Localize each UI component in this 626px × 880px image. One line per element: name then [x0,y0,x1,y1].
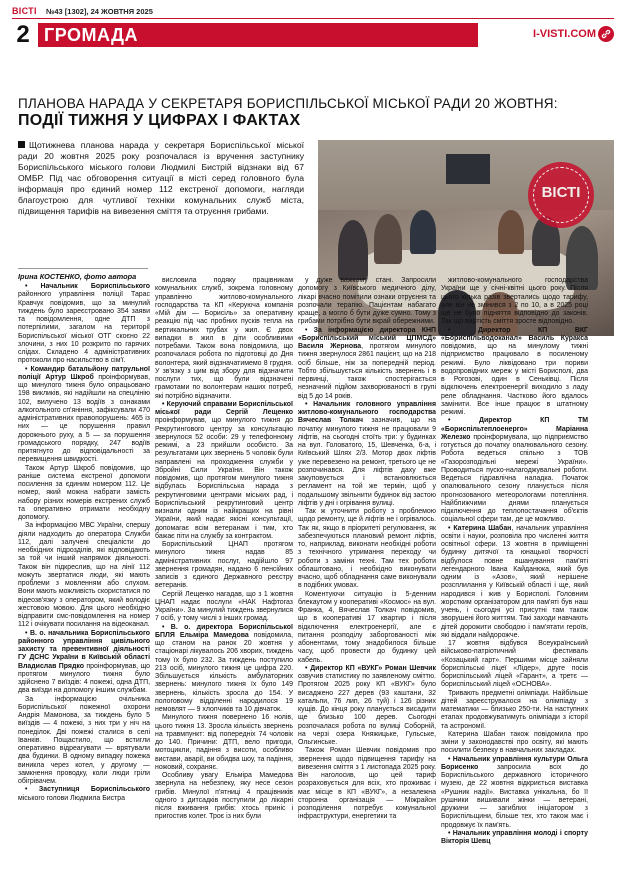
paragraph: • Директор КП «ВУКГ» Роман Шевчик озвучив статистику по заявленому сміттю. Протягом 2025 року КП «ВУКГ» було висаджено 227 дерев (93 каштани, 32 катальпи, 76 лип, 26 туй) і 126 різних кущів. До кінця року планується висадити ще близько 100 дерев. Сьогодні розпочалася робота по вулиці Соборній, на черзі озера Княжицьке, Гульське, Ольгинське. [298,664,436,746]
byline: Ірина КОСТЕНКО, фото автора [18,272,137,281]
paragraph: висловила подяку працівникам комунальних служб, зокрема головному управлінню житлово-комунального господарства та КП «Керуюча компанія «Мій дім — Борисіль» за оперативну реакцію під час пробних пусків тепла на вертикальних трубах у жил. Є двох випадки в жил в діти особливими потребами. Також вона повідомила, що розпочалася робота по підготовці до Дня волонтера, який відзначатимемо 8 грудня. У зв'язку з цим від збору для відзначити послуги тих, що були відзначені грамотами по волонтерам наших потреб, які потрібно відзначити. [155,277,293,400]
paragraph: За інформацією МВС України, спершу діяли надходить до оператора Служби 112, далі залучені спеціалісти до необхідних підрозділів, які відповідають за той чи інший напрямок діяльності. Також він підкреслив, що на лінії 112 можуть звертатися люди, які мають проблеми з мовленням або слухом. Вони мають можливість скористатися по відеозв'язку з оператором, який володіє жестовою мовою. Для цього необхідно відправити смс-повідомлення на номер 112 і очікувати посилання на відеоканал. [18,522,150,629]
newspaper-logo: ВІСТІ [12,6,37,16]
article-lead [18,140,304,217]
paragraph: Минулого тижня повернено 16 нолів, цього тижня 13. Зросла кількість звернень на травмпункт: від попередніх 74 чоловік до 140. Причини: ДТП, вело пригоди, мотоцикли, падіння з висоти, особливо вистави, аварії, ви обидва шоу, та падіння, ножовий, сохраняє. [155,714,293,771]
issue-info: №43 [1302], 24 ЖОВТНЯ 2025 [46,7,153,16]
paragraph: Так ж уточнити роботу з проблемою щодо ремонту, ще й ліфтів не і огрівалось. Так як, якщо в пріоритеті регулювання, як забезпечуються плановий ремонт ліфтів, то, наприклад, виконати необхідні роботи з технічного утримання переходу чи роботи з заміни техні. Там тех роботи облаштовано, і необхідно виконувати вчасно, щоб обладнання саме виконували в подібних умовах. [298,508,436,590]
paragraph: • За інформацією директора КНП «Бориспільський міський ЦПМСД» Василя Жернова, протягом минулого тижня звернулося 2861 пацієнт, що на 218 осіб більше, ніж за попередній період. Тобто збільшується кількість звернень і в первинці, також спостерігається незначний підйом захворюваності в групі від 5 до 14 років. [298,326,436,400]
paragraph: • Директор КП ТМ «Бориспільтеплоенерго» Маріанна Железко проінформувала, що підприємство готується до початку опалювального сезону. Робота ведеться спільно з ТОВ «Газорозподільні мережі України». Проводиться пуско-налагоджувальні роботи. Ведеться гідравлічна наладка. Початок опалювального сезону планується після прогнозованого метеорологами потепління. Найближчими днями планується підключення до теплопостачання об'єктів соціальної сфери там, де це можливо. [441,417,588,524]
link-icon[interactable] [598,26,614,42]
paragraph: Тривають предметні олімпіади. Найбільше дітей зареєструвалося на олімпіаду з математики — близько 250-ти. На наступних етапах продовжуватимуть олімпіади з історії та астрономії. [441,689,588,730]
paragraph: • Начальник головного управління житлово-комунального господарства Вячеслав Толкач зазначив, що на початку минулого тижня не працювали 9 ліфтів, на сьогодні стоїть три: у будинках на вул. Головатого, 15, Шевченка, 6-а, і Київський Шлях 2/3. Мотор двох ліфтів уже перевезено на ремонт, третього це не розпочинався. Для ліфтів даху вже закуповується і встановлюється регламент на той же термін, щоб у подальшому звільнити будинок від застою ліфтів у дні і огрівання вулиці. [298,400,436,507]
byline-divider [18,268,148,269]
article-kicker: ПЛАНОВА НАРАДА У СЕКРЕТАРЯ БОРИСПІЛЬСЬКОЇ МІСЬКОЇ РАДИ 20 ЖОВТНЯ: [18,96,558,111]
page-number: 2 [16,21,30,48]
paragraph: • Начальник управління молоді і спорту Вікторія Шевц [441,829,588,845]
paragraph: Також Артур Шкроб повідомив, що раніше система екстреної допомоги посилення за єдиним номером 112. Це номер, який можна набрати замість набору різних номерів екстрених служб та оперативно отримати необхідну допомогу. [18,464,150,521]
masthead [12,6,614,18]
paragraph: За інформацією очільника Бориспільської пожежної охорони Андрія Мамонова, за тиждень було 5 виїздів — 4 пожежі, з них три у ніч на понеділок. Дві пожежі сталися в селі Іванків. Пощастило, що встигли оперативно відреагувати — врятували два будинки. В одному випадку пожежа виникла через котел, у другому — замкнення проводку, коли люди гріли обігрівачем. [18,695,150,785]
newspaper-stamp [528,162,594,228]
lead-bullet-icon [18,141,25,148]
paragraph: Бориспільський ЦНАП протягом минулого тижня надав 85 адміністративних послуг, надійшло 97 звернення громадян, надано 6 пенсійних записів з єдиного Державного реєстру ветеранів. [155,541,293,590]
paragraph: • В. о. директора Бориспільської БПЛЯ Ельміра Мамедова повідомила, що станом на ранок 20 жовтня у стаціонарі лікувалось 206 хворих, тиждень тому їх було 232. За тиждень поступило 213 осіб, минулого тижня це цифра 220. Збільшується кількість амбулаторних звернень: минулого тижня їх було 149 звернень, кількість зросла до 154. У пологовому відділенні народилося 19 немовлят — 9 хлопчиків та 10 дівчаток. [155,623,293,713]
paragraph: • Начальник Бориспільського районного управління поліції Тарас Кравчук повідомив, що за минулий тиждень було зареєстровано 354 заяви та повідомлення, одне ДТП з потерпілими, загалом на території Бориспільської міської ОТГ скоєно 22 злочини, з них 10 розкрито по гарячих слідах. Складено 4 адміністративних протоколи про насильство в сім'ї. [18,283,150,365]
text-column-2 [155,277,293,822]
masthead-divider [12,18,614,19]
photo-screen [446,154,490,184]
section-title: ГРОМАДА [44,25,138,45]
section-bar [12,20,614,50]
paragraph: • Катерина Шабан, начальник управління освіти і науки, розповіла про численні життя освітньої сфери. 13 жовтня в приміщенні будинку дитячої та юнацької творчості відбулося повне вшанування пам'яті легендарного Івана Кайданюка, який був одним із «Азов», який нерішене розсплилання у Київській області і ще, який народився і жив у Борисполі. Головним жорстким організатором для пам'яті був наш учень, і сьогодні усі присутні там також зворушені його життям. Такі заходи навчають дітей дорожити свободою і пам'ятати героїв, які віддали найдорожче. [441,524,588,639]
paragraph: Катерина Шабан також повідомила про зміни у законодавстві про освіту, які мають посилити безпеку в навчальних закладах. [441,730,588,755]
photo-person [498,210,524,254]
paragraph: Також Роман Шевчик повідомив про звернення щодо підвищення тарифу на вивезення сміття з 1 листопада 2025 року. Він наголосив, що цей тариф розраховується для всіх, хто проживає і має місце в КП «ВУКГ», а незалежна сторонна організація — Міжрайон розподілення потребує комунальної інфраструктури, енергетики та [298,747,436,821]
paragraph: • Керуючий справами Бориспільської міської ради Сергій Лещенко проінформував, що минулого тижня до Рекрутингового центру за консультацію звернулося 52 особи: 29 у телефонному режимі, а 23 прийшли особисто. За результатами цих звернень 5 чоловік були направлені на проходження служби у Збройні Сили України. Він також повідомив, що протягом минулого тижня відбулась Бориспільська нарада з рекрутинговими центрами міських рад, і Бориспільський рекрутинговий центр визнали одним із найкращих на рівні України, який надає якісні консультації, допомагає всім ветеранам і тим, хто бажає піти на службу за контрактом. [155,400,293,540]
text-column-1 [18,283,150,803]
lead-text: Щотижнева планова нарада у секретаря Бориспільської міської ради 20 жовтня 2025 року розпочалася із вручення заступнику Бориспільського міського голови Людмилі Бистрій відзнаки від 67 ОМБР. Під час обговорення ситуації в місті серед головного була інформація про єдиний номер 112 екстреної допомоги, нагляди благоустрою для чутливої техніки комунальних служб міста, підвищення тарифів на вивезення сміття та отруєння грибами. [18,140,304,216]
paragraph: житлово-комунального господарства України ще у січні-квітні цього року. Після цього кілька разів звертались щодо тарифу, але він не змінився з 2 по 10, а в 2025 році ще не було підняття відповідно до законів. Так що вартість сміття зросте відповідно. [441,277,588,326]
text-column-4 [441,277,588,846]
paragraph: Сергій Лещенко нагадав, що з 1 жовтня ЦНАП надає послуги «НАК Нафтогаз України». За минулий тиждень звернулися 7 осіб, у тому числі з інших громад. [155,590,293,623]
photo-person [410,210,436,254]
paragraph: • Командир батальйону патрульної поліції Артур Шкроб проінформував, що минулого тижня було опрацьовано 198 викликів, які надійшли на спецлінію 102, вилучено 13 водіїв з ознаками алкогольного сп'яніння, зафіксували 470 адміністративних правопорушень: 465 із них — це порушення правил дорожнього руху, а 5 — за порушення громадського порядку, 247 водіїв притягнуто до відповідальності за перевищення швидкості. [18,365,150,464]
photo-person [338,220,368,280]
paragraph: • В. о. начальника Бориспільського районного управління цивільного захисту та превентивної діяльності ГУ ДСНС України в Київській області Владислав Прядко проінформував, що протягом минулого тижня було здійснено 7 виїздів: 4 пожежі, одна ДТП, два виїзди на допомогу іншим службам. [18,629,150,695]
article-headline: ПОДІЇ ТИЖНЯ У ЦИФРАХ І ФАКТАХ [18,112,301,129]
site-link[interactable]: I-VISTI.COM [533,28,596,40]
paragraph: • Директор КП ВКГ «Бориспільводоканал» Василь Куракса повідомив, що на минулому тижні підприємство працювало в посиленому режимі. Було ліквідовано три пориви водопровідних мереж у місті Борисполі, два в Рогозові, один в Сеньківці. Після відключень електроенергії виходило з ладу реле обладнання. Частково його вдалось замінити. Все інше працює в штатному режимі. [441,326,588,416]
paragraph: Особливу увагу Ельміра Мамедова звернула на небезпеку, яку несе сезон грибів. Минулої п'ятниці 4 працівників одного з дитсадків поступили до лікарні після вживання грибів: хтось приніс і пригостив колег. Троє із них були [155,772,293,821]
text-column-3 [298,277,436,822]
photo-person [374,214,402,264]
paragraph: 17 жовтня відбувся Всеукраїнський військово-патріотичний фестиваль «Козацький гарт». Першими місце зайняли бориспільські ліцеї «Лідер», друге посів бориспільський ліцей «Гарант», а третє — бориспільський ліцей «ОСНОВА». [441,640,588,689]
stamp-word: ВІСТІ [541,184,581,201]
paragraph: • Заступниця Бориспільського міського голови Людмила Бистра [18,786,150,802]
paragraph: Коментуючи ситуацію із 5-денним блекаутом у кооперативі «Космос» на вул. Франка, 4, Вячеслав Толкач повідомив, що в кооперативі 17 квартир і після відключення електроенергії, але є питання розподілу заборгованості між абонентами, тому знадобилося більше часу, щоб провести до будинку цей кабель. [298,590,436,664]
paragraph: • Начальник управління культури Ольга Борисенко запросила всіх до Бориспільського державного історичного музею, де 22 жовтня відкриється виставка «Рушник надії». Виставка унікальна, бо її рушники вишивали жінки — ветерані, дружини — загиблих ініціатором з Бориспільщини, більше тех, хто також має і продовжує їх пам'ять. [441,755,588,829]
paragraph: у дуже важкому стані. Запросили допомогу з Київського медичного ділу, лікарі вчасно помітили ознаки отруєння та розпочали терапію. Пацієнтам набагато краще, а могло б бути дуже сумно. Тому з грибами потрібно бути вкрай обережними. [298,277,436,326]
